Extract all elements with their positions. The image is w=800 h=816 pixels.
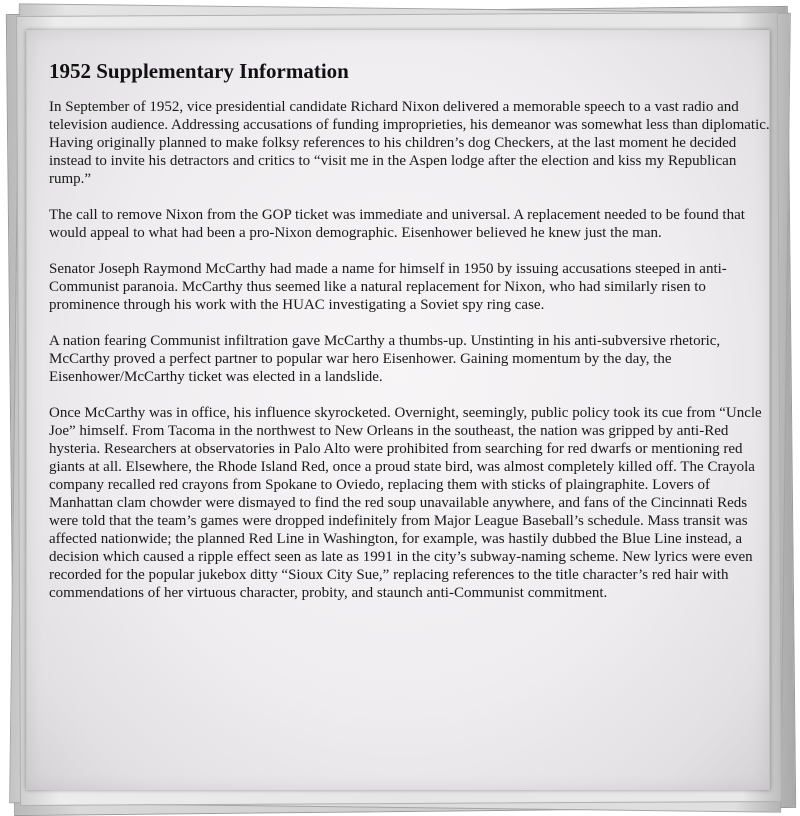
paragraph-replacement: The call to remove Nixon from the GOP ticket was immediate and universal. A replacement needed to be found that would appeal to what had been a pro-Nixon demographic. Eisenhower believed he knew just the man. <box>49 207 745 241</box>
paragraph-election: A nation fearing Communist infiltration gave McCarthy a thumbs-up. Unstinting in his anti-subversive rhetoric, McCarthy proved a perfect partner to popular war hero Eisenhower. Gaining momentum by the day, the Eisenhower/McCarthy ticket was elected in a landslide. <box>49 333 721 385</box>
paragraph-nixon-speech: In September of 1952, vice presidential candidate Richard Nixon delivered a memorable speech to a vast radio and television audience. Addressing accusations of funding improprieties, his demeanor was somewhat less than diplomatic. Having originally planned to make folksy references to his children’s dog Checkers, at the last moment he decided instead to invite his detractors and critics to “visit me in the Aspen lodge after the election and kiss my Republican rump.” <box>49 99 770 187</box>
paragraph-influence: Once McCarthy was in office, his influence skyrocketed. Overnight, seemingly, public policy took its cue from “Uncle Joe” himself. From Tacoma in the northwest to New Orleans in the southeast, the nation was gripped by anti-Red hysteria. Researchers at observatories in Palo Alto were prohibited from searching for red dwarfs or mentioning red giants at all. Elsewhere, the Rhode Island Red, once a proud state bird, was almost completely killed off. The Crayola company recalled red crayons from Spokane to Oviedo, replacing them with sticks of plaingraphite. Lovers of Manhattan clam chowder were dismayed to find the red soup unavailable anywhere, and fans of the Cincinnati Reds were told that the team’s games were dropped indefinitely from Major League Baseball’s schedule. Mass transit was affected nationwide; the planned Red Line in Washington, for example, was hastily dubbed the Blue Line instead, a decision which caused a ripple effect seen as late as 1991 in the city’s subway-naming scheme. New lyrics were even recorded for the popular jukebox ditty “Sioux City Sue,” replacing references to the title character’s red hair with commendations of her virtuous character, probity, and staunch anti-Communist commitment. <box>49 405 762 601</box>
paragraph-mccarthy: Senator Joseph Raymond McCarthy had made a name for himself in 1950 by issuing accusations steeped in anti-Communist paranoia. McCarthy thus seemed like a natural replacement for Nixon, who had similarly risen to prominence through his work with the HUAC investigating a Soviet spy ring case. <box>49 261 727 313</box>
page-title: 1952 Supplementary Information <box>49 59 349 83</box>
document-body <box>49 58 771 620</box>
